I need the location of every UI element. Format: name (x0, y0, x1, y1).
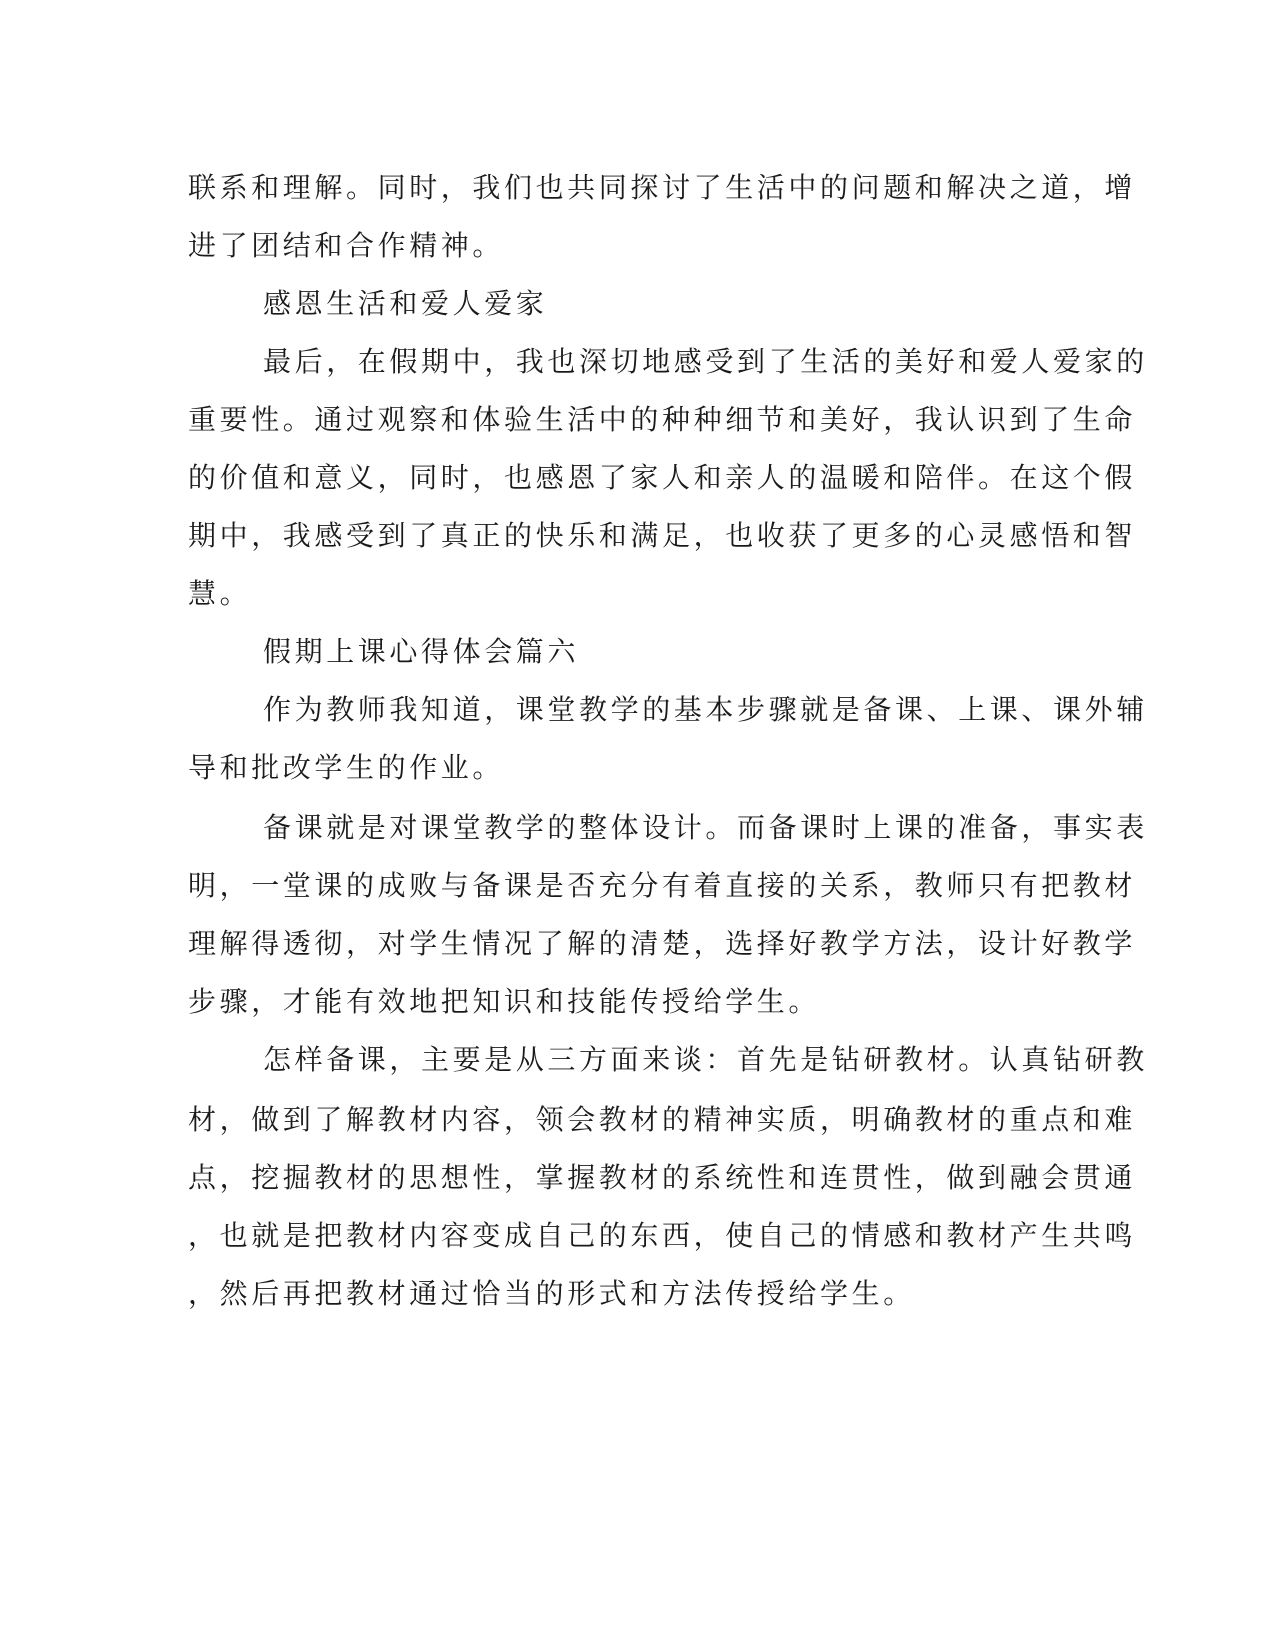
text-line: 进了团结和合作精神。 (188, 229, 505, 262)
text-line: 期中，我感受到了真正的快乐和满足，也收获了更多的心灵感悟和智 (188, 519, 1137, 552)
text-line: ，也就是把教材内容变成自己的东西，使自己的情感和教材产生共鸣 (188, 1219, 1137, 1252)
text-line: 明，一堂课的成败与备课是否充分有着直接的关系，教师只有把教材 (188, 869, 1137, 902)
text-line: ，然后再把教材通过恰当的形式和方法传授给学生。 (188, 1277, 915, 1310)
text-line: 步骤，才能有效地把知识和技能传授给学生。 (188, 985, 821, 1018)
text-line: 慧。 (188, 577, 252, 610)
text-line: 作为教师我知道，课堂教学的基本步骤就是备课、上课、课外辅 (263, 693, 1148, 726)
text-line: 点，挖掘教材的思想性，掌握教材的系统性和连贯性，做到融会贯通 (188, 1161, 1137, 1194)
text-line: 导和批改学生的作业。 (188, 751, 505, 784)
text-line: 最后，在假期中，我也深切地感受到了生活的美好和爱人爱家的 (263, 345, 1148, 378)
text-line: 材，做到了解教材内容，领会教材的精神实质，明确教材的重点和难 (188, 1103, 1137, 1136)
text-line: 怎样备课，主要是从三方面来谈：首先是钻研教材。认真钻研教 (263, 1043, 1148, 1076)
text-line: 重要性。通过观察和体验生活中的种种细节和美好，我认识到了生命 (188, 403, 1137, 436)
text-line: 理解得透彻，对学生情况了解的清楚，选择好教学方法，设计好教学 (188, 927, 1137, 960)
text-line: 备课就是对课堂教学的整体设计。而备课时上课的准备，事实表 (263, 811, 1148, 844)
text-line: 的价值和意义，同时，也感恩了家人和亲人的温暖和陪伴。在这个假 (188, 461, 1137, 494)
text-line: 联系和理解。同时，我们也共同探讨了生活中的问题和解决之道，增 (188, 171, 1137, 204)
section-heading: 假期上课心得体会篇六 (263, 635, 580, 668)
section-heading: 感恩生活和爱人爱家 (263, 287, 548, 320)
